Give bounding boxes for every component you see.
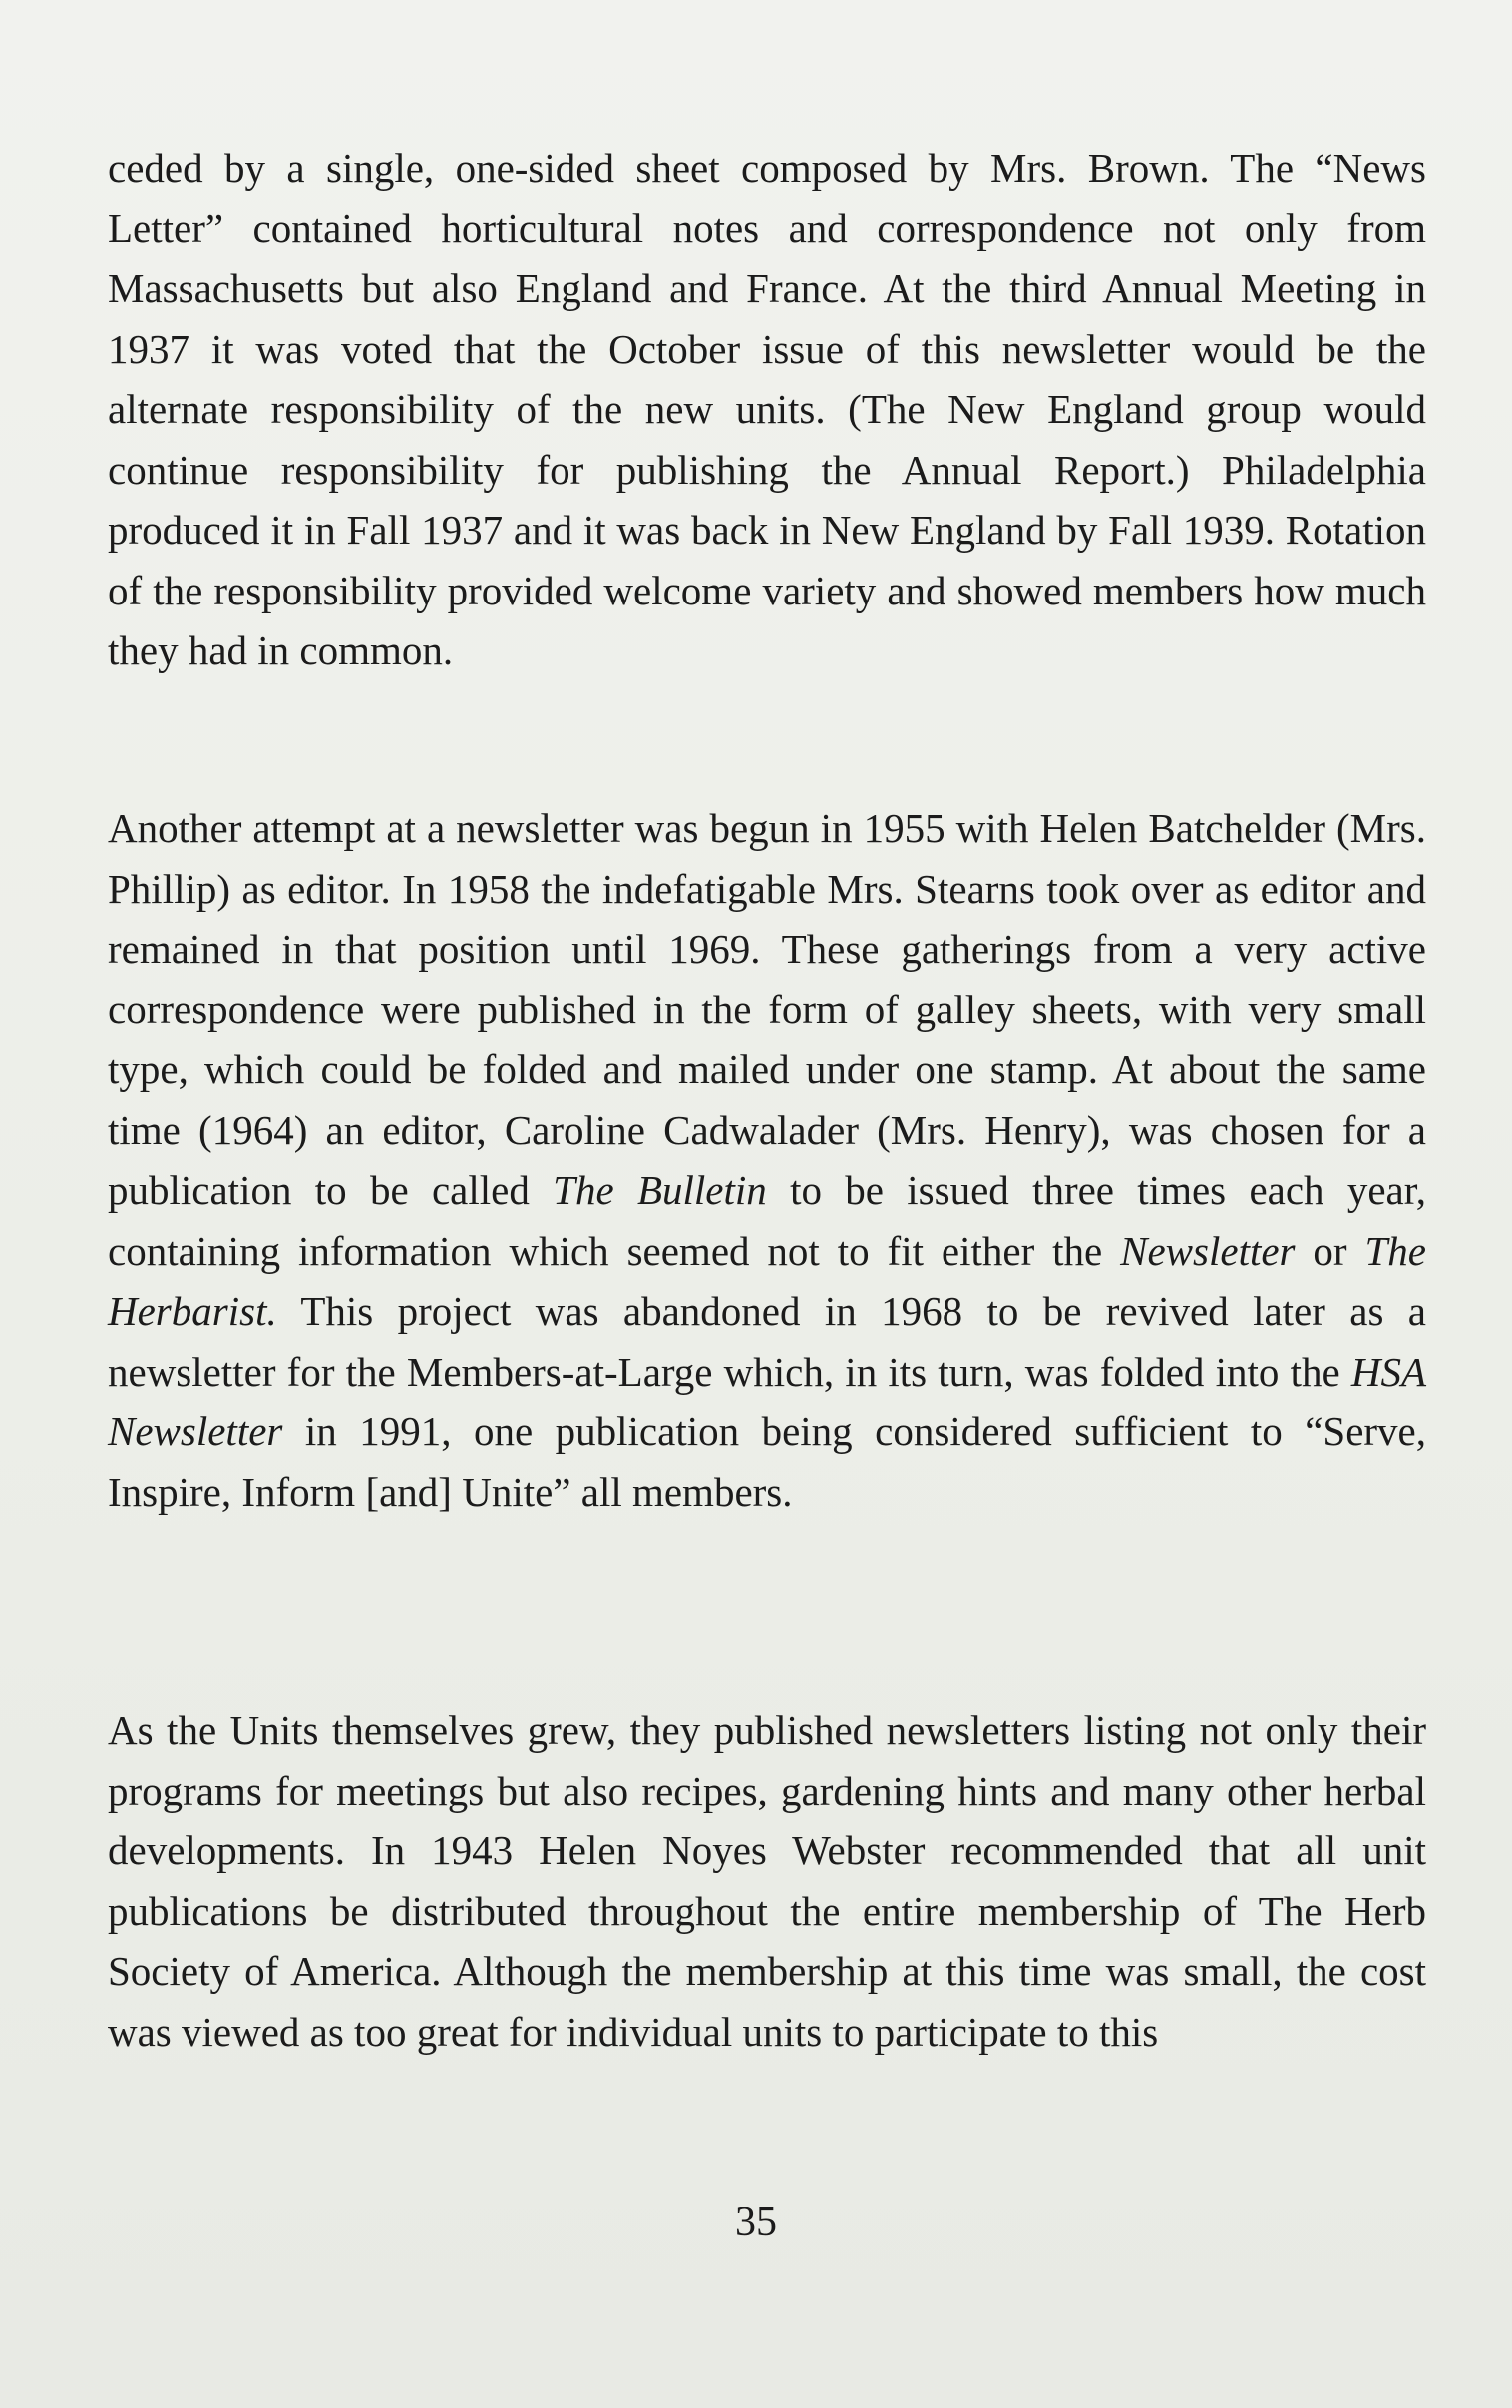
paragraph-2-part-1: Another attempt at a newsletter was begun in 1955 with Helen Batchelder (Mrs. Phillip) as editor. In 1958 the indefatigable Mrs. Stearns took over as editor and remained in that position until 1969. These gatherings from a very active correspondence were published in the form of galley sheets, with very small type, which could be folded and mailed under one stamp. At about the same time (1964) an editor, Caroline Cadwalader (Mrs. Henry), was chosen for a publication to be called	[108, 805, 1426, 1213]
paragraph-2-part-3: or	[1295, 1227, 1365, 1274]
title-newsletter: Newsletter	[1120, 1227, 1296, 1274]
paragraph-2-part-4: This project was abandoned in 1968 to be revived later as a newsletter for the Members-at-Large which, in its turn, was folded into the	[108, 1288, 1426, 1395]
paragraph-2-part-5: in 1991, one publication being considered sufficient to “Serve, Inspire, Inform [and] Unite” all members.	[108, 1408, 1426, 1515]
paragraph-3-text: As the Units themselves grew, they published newsletters listing not only their programs for meetings but also recipes, gardening hints and many other herbal developments. In 1943 Helen Noyes Webster recommended that all unit publications be distributed throughout the entire membership of The Herb Society of America. Although the membership at this time was small, the cost was viewed as too great for individual units to participate to this	[108, 1707, 1426, 2055]
paragraph-3	[108, 1700, 1426, 2062]
paragraph-2-text	[108, 798, 1426, 1522]
title-the-herbarist: The Herbarist.	[108, 1227, 1426, 1334]
paragraph-2-part-2: to be issued three times each year, containing information which seemed not to fit either the	[108, 1167, 1426, 1274]
title-the-bulletin: The Bulletin	[553, 1167, 767, 1213]
title-hsa-newsletter: HSA Newsletter	[108, 1348, 1426, 1454]
paragraph-1-text: ceded by a single, one-sided sheet composed by Mrs. Brown. The “News Letter” contained horticultural notes and correspondence not only from Massachusetts but also England and France. At the third Annual Meeting in 1937 it was voted that the October issue of this newsletter would be the alternate responsibility of the new units. (The New England group would continue responsibility for publishing the Annual Report.) Philadelphia produced it in Fall 1937 and it was back in New England by Fall 1939. Rotation of the responsibility provided welcome variety and showed members how much they had in common.	[108, 145, 1426, 673]
paragraph-1	[108, 138, 1426, 681]
page-number: 35	[735, 2200, 777, 2245]
paragraph-2	[108, 798, 1426, 1522]
